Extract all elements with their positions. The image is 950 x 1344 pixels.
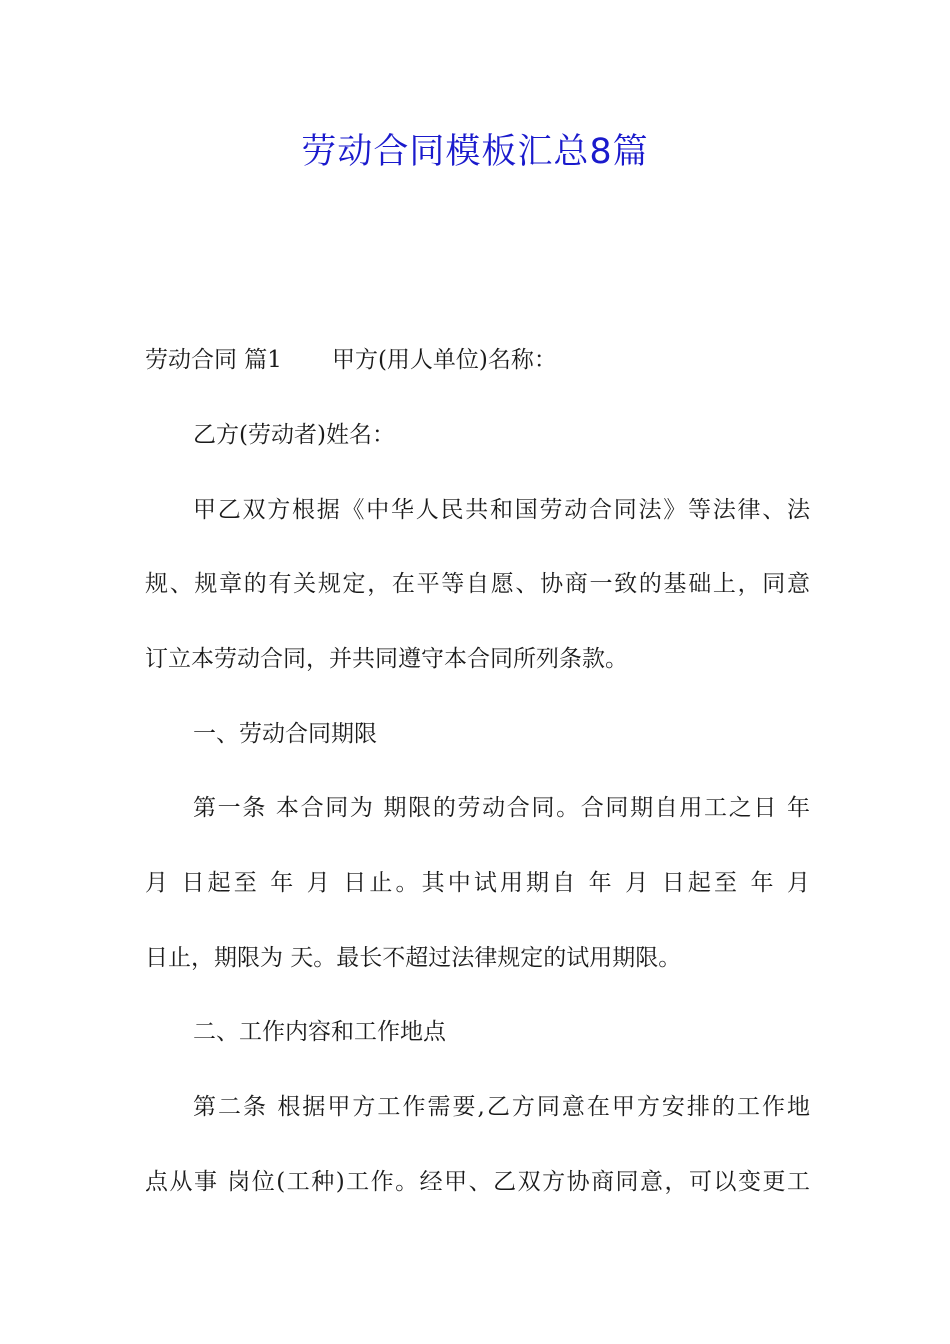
contract-heading-line: [145, 344, 810, 376]
contract-number: 劳动合同 篇1: [145, 347, 282, 373]
paragraph-line: 订立本劳动合同，并共同遵守本合同所列条款。: [145, 646, 628, 672]
section-heading: 一、劳动合同期限: [193, 721, 377, 747]
paragraph-line: 甲乙双方根据《中华人民共和国劳动合同法》等法律、法: [193, 497, 810, 523]
section-heading: 二、工作内容和工作地点: [193, 1019, 446, 1045]
paragraph-line: 日止，期限为 天。最长不超过法律规定的试用期限。: [145, 945, 682, 971]
paragraph-line: 月 日起至 年 月 日止。其中试用期自 年 月 日起至 年 月: [145, 870, 810, 896]
paragraph-line: 点从事 岗位(工种)工作。经甲、乙双方协商同意，可以变更工: [145, 1169, 810, 1195]
document-title: 劳动合同模板汇总8篇: [301, 132, 649, 172]
paragraph-line: 第一条 本合同为 期限的劳动合同。合同期自用工之日 年: [193, 795, 810, 821]
paragraph-line: 规、规章的有关规定，在平等自愿、协商一致的基础上，同意: [145, 571, 810, 597]
party-b-name-label: 乙方(劳动者)姓名：: [193, 422, 395, 448]
party-a-name-label: 甲方(用人单位)名称：: [331, 347, 557, 373]
paragraph-line: 第二条 根据甲方工作需要,乙方同意在甲方安排的工作地: [193, 1094, 810, 1120]
